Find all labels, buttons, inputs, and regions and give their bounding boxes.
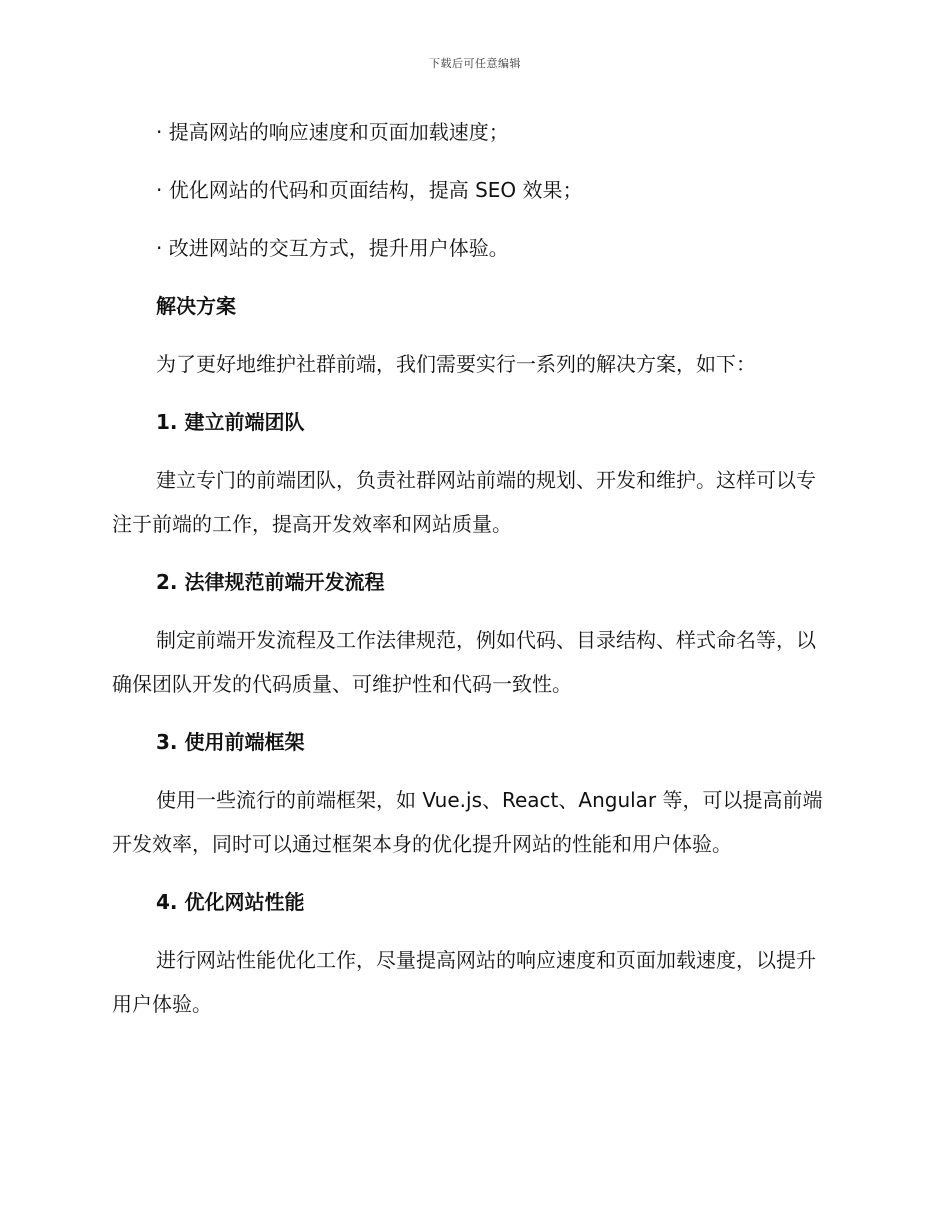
section-heading: 2. 法律规范前端开发流程 <box>156 570 385 594</box>
section-text: 使用一些流行的前端框架，如 Vue.js、React、Angular 等，可以提高前端开发效率，同时可以通过框架本身的优化提升网站的性能和用户体验。 <box>112 788 823 856</box>
header-note: 下载后可任意编辑 <box>429 57 521 70</box>
bullet-item: · 优化网站的代码和页面结构，提高 SEO 效果； <box>156 178 583 202</box>
bullet-item: · 提高网站的响应速度和页面加载速度； <box>156 120 509 144</box>
section-heading: 3. 使用前端框架 <box>156 730 305 754</box>
section-heading: 1. 建立前端团队 <box>156 410 305 434</box>
document-content <box>112 110 832 1040</box>
solution-heading: 解决方案 <box>156 294 236 318</box>
section-heading: 4. 优化网站性能 <box>156 890 305 914</box>
solution-intro: 为了更好地维护社群前端，我们需要实行一系列的解决方案，如下： <box>156 352 756 376</box>
bullet-item: · 改进网站的交互方式，提升用户体验。 <box>156 236 509 260</box>
section-text: 建立专门的前端团队，负责社群网站前端的规划、开发和维护。这样可以专注于前端的工作，提高开发效率和网站质量。 <box>112 468 816 536</box>
section-text: 进行网站性能优化工作，尽量提高网站的响应速度和页面加载速度，以提升用户体验。 <box>112 948 816 1016</box>
section-text: 制定前端开发流程及工作法律规范，例如代码、目录结构、样式命名等，以确保团队开发的代码质量、可维护性和代码一致性。 <box>112 628 816 696</box>
